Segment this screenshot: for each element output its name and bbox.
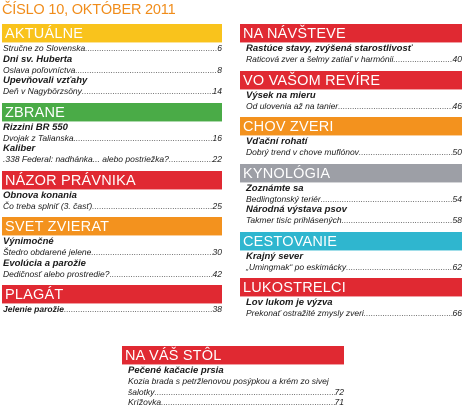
article-subtitle: „Umingmak“ po eskimácky bbox=[246, 261, 347, 272]
article-subtitle: Raticová zver a šelmy zatiaľ v harmónii bbox=[246, 54, 394, 64]
section-entries bbox=[122, 365, 344, 408]
dot-leader bbox=[82, 86, 213, 97]
dot-leader bbox=[169, 154, 213, 165]
section-header: NA NÁVŠTEVE bbox=[240, 24, 462, 43]
section-entries bbox=[240, 90, 462, 112]
page-number: 42 bbox=[212, 268, 222, 279]
toc-entry[interactable] bbox=[3, 143, 222, 165]
dot-leader bbox=[393, 54, 452, 65]
dot-leader bbox=[364, 308, 453, 319]
dot-leader bbox=[110, 269, 213, 280]
section-header: KYNOLÓGIA bbox=[240, 164, 462, 183]
left-column bbox=[2, 24, 222, 321]
article-subtitle: šalotky bbox=[128, 386, 155, 397]
subtitle-row bbox=[246, 54, 462, 65]
section-header: AKTUÁLNE bbox=[2, 24, 222, 43]
page-number: 54 bbox=[452, 193, 462, 204]
section-entries bbox=[2, 304, 222, 315]
subtitle-row bbox=[246, 215, 462, 226]
dot-leader bbox=[154, 387, 334, 398]
page-number: 62 bbox=[452, 261, 462, 272]
dot-leader bbox=[346, 262, 452, 273]
toc-entry[interactable] bbox=[3, 190, 222, 212]
subtitle-row bbox=[3, 154, 222, 165]
section-header: CESTOVANIE bbox=[240, 232, 462, 251]
article-headline: Zoznámte sa bbox=[246, 182, 304, 194]
toc-section bbox=[2, 285, 222, 315]
article-headline: Výnimočné bbox=[3, 236, 54, 247]
section-entries bbox=[2, 122, 222, 165]
dot-leader bbox=[75, 65, 217, 76]
article-headline: Výsek na mieru bbox=[246, 89, 316, 101]
article-subtitle: Dedičnosť alebo prostredie? bbox=[3, 268, 110, 279]
toc-section bbox=[240, 278, 462, 319]
dot-leader bbox=[342, 215, 453, 226]
article-subtitle: Takmer tisíc prihlásených bbox=[246, 215, 342, 225]
article-subtitle: Kozia brada s petržlenovou posýpkou a krém zo sivej bbox=[128, 376, 329, 386]
toc-entry[interactable] bbox=[3, 75, 222, 97]
section-entries bbox=[2, 43, 222, 97]
toc-section bbox=[240, 232, 462, 273]
page-number: 16 bbox=[212, 132, 222, 143]
subtitle-row bbox=[246, 101, 462, 112]
section-entries bbox=[240, 183, 462, 226]
section-entries bbox=[240, 251, 462, 273]
article-subtitle: Deň v Nagybörzsöny bbox=[3, 86, 82, 96]
toc-section bbox=[240, 71, 462, 112]
section-entries bbox=[2, 236, 222, 279]
article-headline: Evolúcia a parožie bbox=[3, 257, 86, 269]
toc-entry[interactable] bbox=[246, 90, 462, 112]
article-headline: Rastúce stavy, zvýšená starostlivosť bbox=[246, 43, 413, 54]
toc-entry[interactable] bbox=[3, 43, 222, 54]
page-number: 71 bbox=[334, 397, 344, 407]
subtitle-row bbox=[3, 304, 222, 315]
section-header: SVET ZVIERAT bbox=[2, 217, 222, 236]
page-number: 66 bbox=[452, 308, 462, 318]
page-number: 58 bbox=[452, 215, 462, 225]
issue-title: ČÍSLO 10, OKTÓBER 2011 bbox=[2, 2, 176, 18]
dot-leader bbox=[64, 304, 213, 315]
toc-entry[interactable] bbox=[128, 365, 344, 397]
toc-entry[interactable] bbox=[246, 43, 462, 65]
subtitle-row bbox=[128, 397, 344, 408]
article-subtitle: Jelenie parožie bbox=[3, 304, 64, 314]
page-number: 46 bbox=[452, 100, 462, 111]
toc-entry[interactable] bbox=[246, 183, 462, 205]
section-header: ZBRANE bbox=[2, 103, 222, 122]
toc-entry[interactable] bbox=[3, 258, 222, 280]
subtitle-row bbox=[3, 133, 222, 144]
dot-leader bbox=[359, 147, 453, 158]
section-header: VO VAŠOM REVÍRE bbox=[240, 71, 462, 90]
article-subtitle: Štedro obdarené jelene bbox=[3, 247, 92, 257]
section-header: NÁZOR PRÁVNIKA bbox=[2, 171, 222, 190]
toc-entry[interactable] bbox=[3, 122, 222, 144]
subtitle-row bbox=[128, 387, 344, 398]
toc-entry[interactable] bbox=[246, 204, 462, 226]
toc-entry[interactable] bbox=[246, 136, 462, 158]
article-headline: Dni sv. Huberta bbox=[3, 53, 73, 65]
article-subtitle: Stručne zo Slovenska bbox=[3, 43, 86, 53]
subtitle-row bbox=[246, 147, 462, 158]
article-headline: Lov lukom je výzva bbox=[246, 297, 333, 308]
dot-leader bbox=[338, 101, 452, 112]
page-number: 6 bbox=[217, 43, 222, 53]
page-number: 50 bbox=[452, 147, 462, 157]
dot-leader bbox=[92, 201, 212, 212]
bottom-section bbox=[122, 346, 344, 414]
article-headline: Krajný sever bbox=[246, 250, 304, 262]
article-headline: Vďační rohatí bbox=[246, 136, 308, 147]
subtitle-row bbox=[3, 43, 222, 54]
toc-entry[interactable] bbox=[128, 397, 344, 408]
article-headline: Národná výstava psov bbox=[246, 204, 347, 215]
article-subtitle: .338 Federal: nadhánka... alebo postriežka? bbox=[3, 154, 169, 164]
section-header: LUKOSTRELCI bbox=[240, 278, 462, 297]
subtitle-row bbox=[3, 65, 222, 76]
article-headline: Obnova konania bbox=[3, 189, 77, 201]
toc-section bbox=[240, 164, 462, 226]
section-entries bbox=[240, 297, 462, 319]
toc-section bbox=[240, 24, 462, 65]
toc-section bbox=[2, 24, 222, 97]
subtitle-row bbox=[3, 269, 222, 280]
article-subtitle: Čo treba splniť (3. časť) bbox=[3, 200, 93, 211]
article-subtitle: Bedlingtonský teriér bbox=[246, 193, 321, 204]
page-number: 14 bbox=[212, 86, 222, 96]
article-subtitle: Oslava poľovníctva bbox=[3, 64, 76, 75]
dot-leader bbox=[91, 247, 212, 258]
dot-leader bbox=[85, 43, 217, 54]
subtitle-row bbox=[246, 262, 462, 273]
page-number: 25 bbox=[212, 200, 222, 211]
toc-section bbox=[2, 103, 222, 165]
toc-section bbox=[240, 117, 462, 158]
section-header: NA VÁŠ STÔL bbox=[122, 346, 344, 365]
right-column bbox=[240, 24, 462, 325]
toc-entry[interactable] bbox=[3, 236, 222, 258]
article-headline: Upevňovali vzťahy bbox=[3, 75, 88, 86]
toc-entry[interactable] bbox=[246, 297, 462, 319]
toc-section bbox=[122, 346, 344, 408]
section-entries bbox=[240, 43, 462, 65]
toc-section bbox=[2, 217, 222, 279]
article-subtitle: Od ulovenia až na tanier bbox=[246, 100, 339, 111]
section-entries bbox=[240, 136, 462, 158]
section-header: CHOV ZVERI bbox=[240, 117, 462, 136]
subtitle-row bbox=[3, 247, 222, 258]
section-header: PLAGÁT bbox=[2, 285, 222, 304]
article-headline: Pečené kačacie prsia bbox=[128, 365, 224, 376]
article-headline: Rizzini BR 550 bbox=[3, 121, 68, 133]
subtitle-row bbox=[246, 308, 462, 319]
page-number: 8 bbox=[217, 64, 222, 75]
subtitle-row bbox=[246, 194, 462, 205]
article-subtitle: Krížovka bbox=[128, 397, 162, 407]
article-subtitle: Dobrý trend v chove muflónov bbox=[246, 147, 359, 157]
dot-leader bbox=[161, 397, 334, 408]
toc-section bbox=[2, 171, 222, 212]
subtitle-row bbox=[3, 201, 222, 212]
article-subtitle: Dvojak z Talianska bbox=[3, 132, 74, 143]
page-number: 38 bbox=[212, 304, 222, 314]
dot-leader bbox=[74, 133, 213, 144]
article-headline: Kaliber bbox=[3, 143, 36, 154]
page-number: 30 bbox=[212, 247, 222, 257]
page-number: 72 bbox=[334, 386, 344, 397]
page-number: 40 bbox=[452, 54, 462, 64]
toc-entry[interactable] bbox=[246, 251, 462, 273]
dot-leader bbox=[321, 194, 453, 205]
toc-entry[interactable] bbox=[3, 304, 222, 315]
toc-entry[interactable] bbox=[3, 54, 222, 76]
page-number: 22 bbox=[212, 154, 222, 164]
subtitle-row bbox=[3, 86, 222, 97]
section-entries bbox=[2, 190, 222, 212]
article-subtitle: Prekonať ostražité zmysly zveri bbox=[246, 308, 364, 318]
